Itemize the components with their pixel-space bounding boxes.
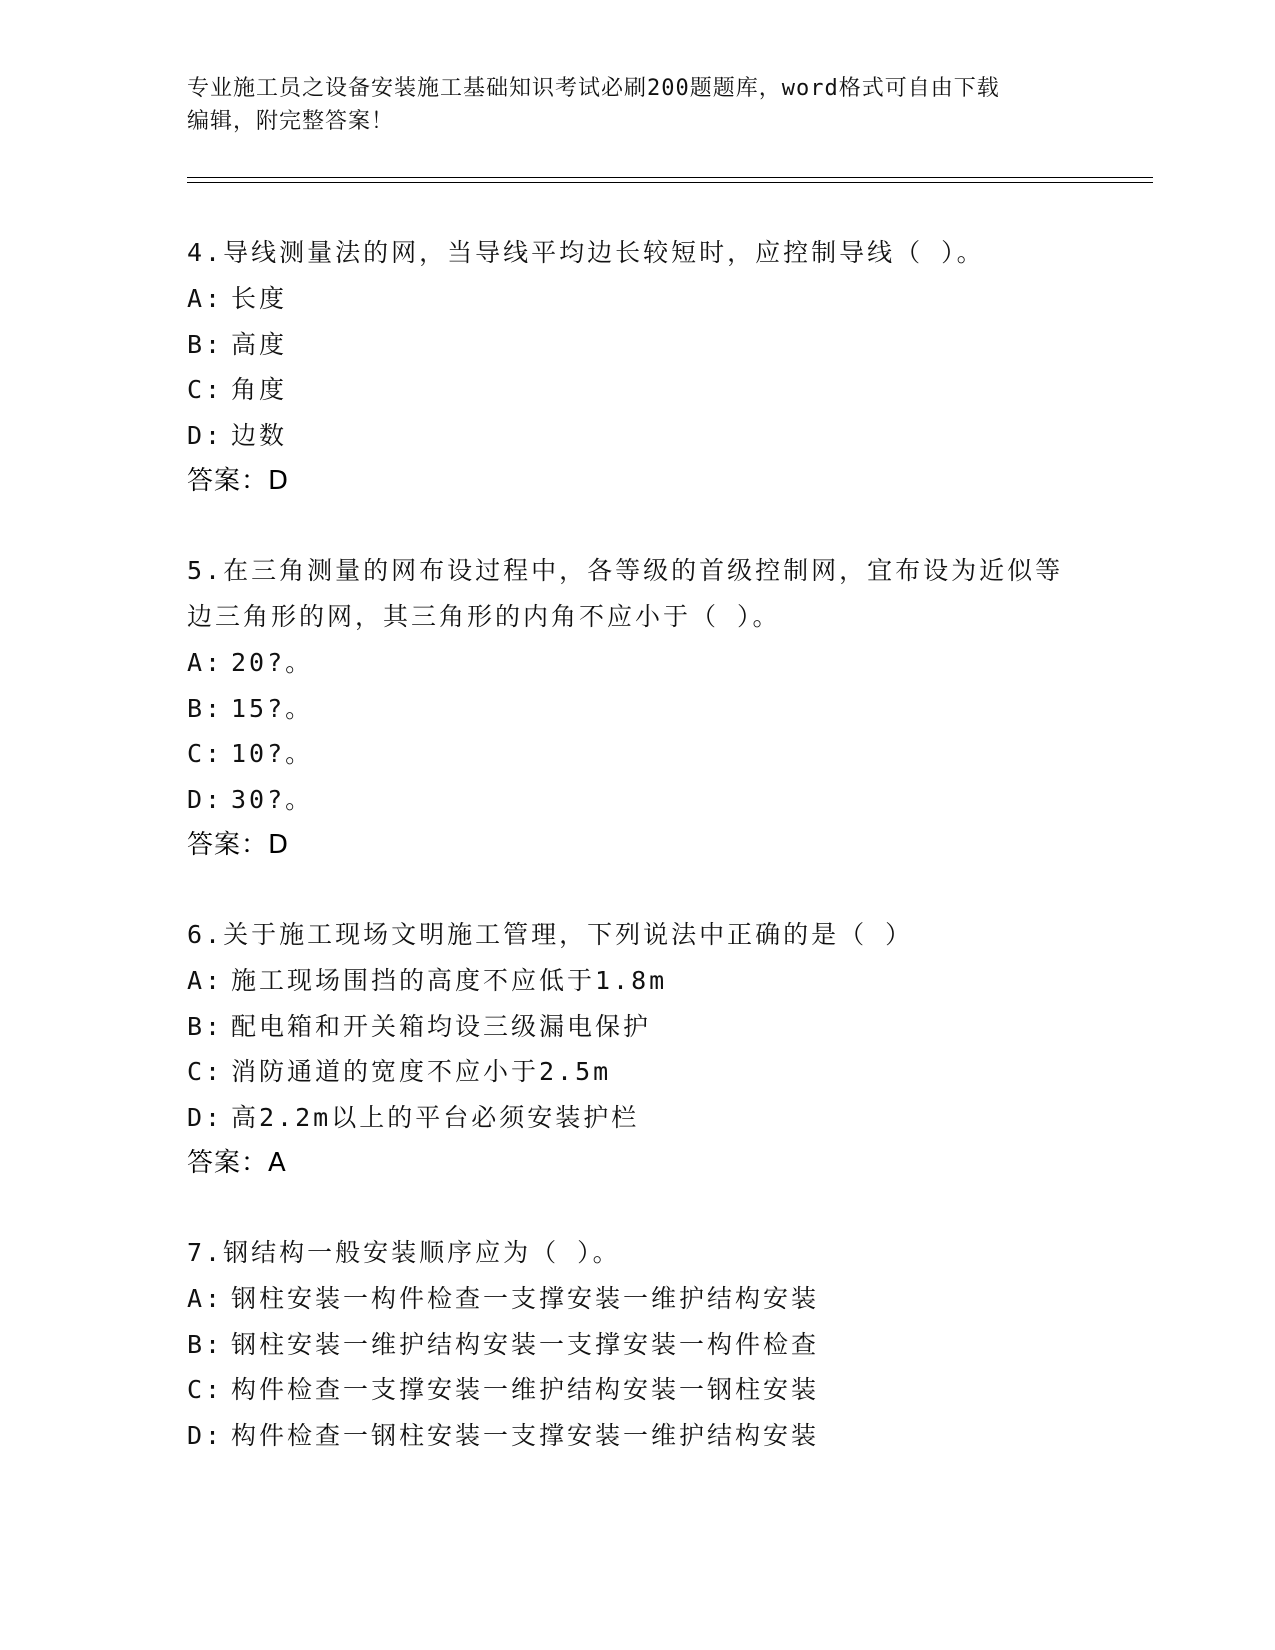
option-text: 配电箱和开关箱均设三级漏电保护 xyxy=(231,1011,652,1041)
option-key: C: xyxy=(187,375,224,404)
option-c xyxy=(187,1049,1087,1095)
question-4 xyxy=(187,230,1087,504)
question-7 xyxy=(187,1230,1087,1458)
document-header xyxy=(187,72,1087,138)
option-key: A: xyxy=(187,284,224,313)
question-stem: 6.关于施工现场文明施工管理，下列说法中正确的是（ ） xyxy=(187,920,914,949)
question-list xyxy=(187,230,1087,1502)
option-d xyxy=(187,777,1087,823)
option-key: C: xyxy=(187,1375,224,1404)
option-key: B: xyxy=(187,329,224,359)
option-text: 高度 xyxy=(231,329,288,359)
option-b xyxy=(187,1322,1087,1368)
option-c xyxy=(187,1367,1087,1413)
option-text: 构件检查一支撑安装一维护结构安装一钢柱安装 xyxy=(231,1375,820,1404)
answer-line: 答案：D xyxy=(187,830,290,860)
option-c xyxy=(187,731,1087,777)
option-text: 15?。 xyxy=(231,693,314,723)
option-key: D: xyxy=(187,420,224,450)
option-text: 边数 xyxy=(231,420,288,450)
answer-line: 答案：A xyxy=(187,1148,287,1178)
option-key: D: xyxy=(187,784,224,814)
option-key: B: xyxy=(187,1011,224,1041)
option-b xyxy=(187,322,1087,368)
option-key: D: xyxy=(187,1420,224,1450)
option-d xyxy=(187,413,1087,459)
header-title-line-1: 专业施工员之设备安装施工基础知识考试必刷200题题库，word格式可自由下载 xyxy=(187,76,1000,101)
option-c xyxy=(187,367,1087,413)
option-d xyxy=(187,1095,1087,1141)
option-text: 30?。 xyxy=(231,784,314,814)
option-b xyxy=(187,686,1087,732)
option-a xyxy=(187,276,1087,322)
header-title-line-2: 编辑，附完整答案！ xyxy=(187,109,395,134)
header-divider-bottom xyxy=(187,182,1153,183)
option-key: B: xyxy=(187,1329,224,1359)
option-text: 10?。 xyxy=(231,739,314,768)
option-key: C: xyxy=(187,1057,224,1086)
option-text: 20?。 xyxy=(231,648,314,677)
answer-line: 答案：D xyxy=(187,466,290,496)
option-text: 消防通道的宽度不应小于2.5m xyxy=(231,1057,612,1086)
option-key: B: xyxy=(187,693,224,723)
option-a xyxy=(187,1276,1087,1322)
option-a xyxy=(187,958,1087,1004)
question-stem: 4.导线测量法的网，当导线平均边长较短时，应控制导线（ ）。 xyxy=(187,238,985,267)
option-text: 施工现场围挡的高度不应低于1.8m xyxy=(231,966,668,995)
option-key: A: xyxy=(187,648,224,677)
option-key: A: xyxy=(187,1284,224,1313)
option-key: A: xyxy=(187,966,224,995)
option-key: D: xyxy=(187,1102,224,1132)
option-text: 角度 xyxy=(231,375,288,404)
option-d xyxy=(187,1413,1087,1459)
question-5 xyxy=(187,548,1087,868)
option-a xyxy=(187,640,1087,686)
option-text: 钢柱安装一构件检查一支撑安装一维护结构安装 xyxy=(231,1284,820,1313)
question-stem: 5.在三角测量的网布设过程中，各等级的首级控制网，宜布设为近似等边三角形的网，其三角形的内角不应小于（ ）。 xyxy=(187,556,1064,631)
header-divider-top xyxy=(187,177,1153,178)
option-key: C: xyxy=(187,739,224,768)
question-6 xyxy=(187,912,1087,1186)
question-stem: 7.钢结构一般安装顺序应为（ ）。 xyxy=(187,1238,621,1267)
option-text: 构件检查一钢柱安装一支撑安装一维护结构安装 xyxy=(231,1420,820,1450)
option-text: 钢柱安装一维护结构安装一支撑安装一构件检查 xyxy=(231,1329,820,1359)
option-text: 长度 xyxy=(231,284,288,313)
option-text: 高2.2m以上的平台必须安装护栏 xyxy=(231,1102,640,1132)
option-b xyxy=(187,1004,1087,1050)
